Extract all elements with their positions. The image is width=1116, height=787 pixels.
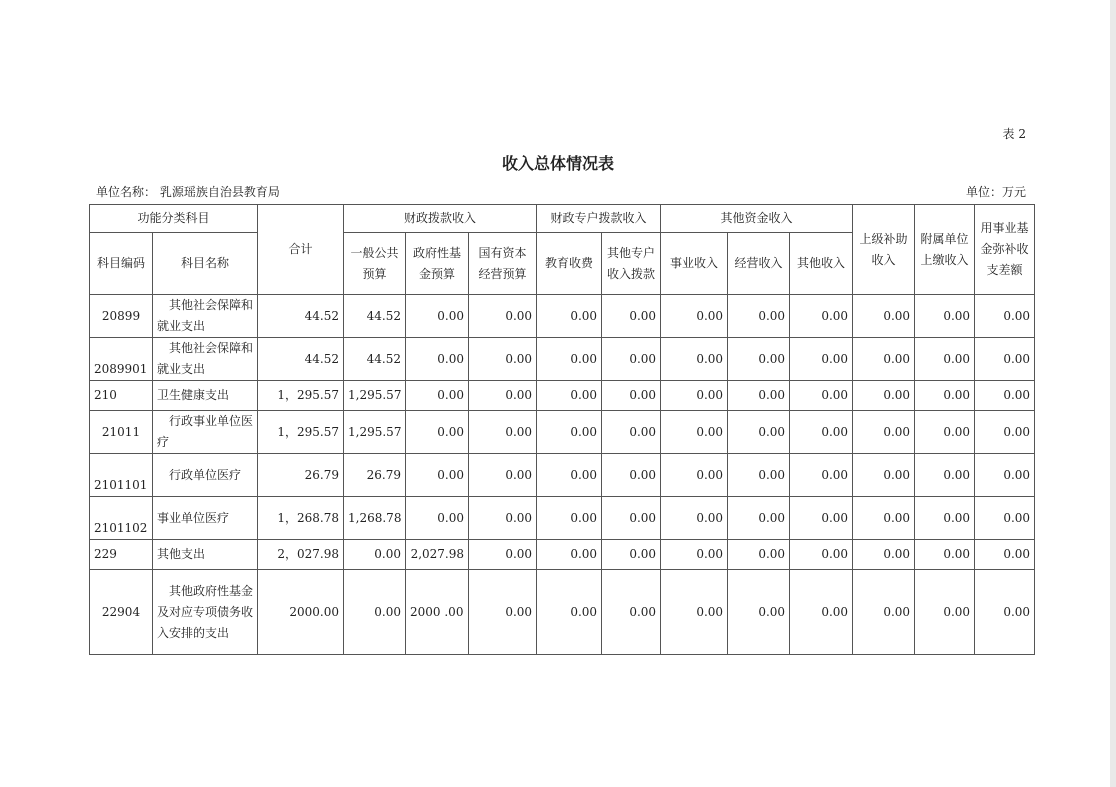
cell-value: 0.00: [469, 381, 537, 411]
cell-name: 其他政府性基金及对应专项债务收入安排的支出: [153, 570, 258, 655]
header-edu-fee: 教育收费: [537, 233, 602, 295]
cell-value: 0.00: [728, 338, 790, 381]
cell-value: 0.00: [602, 540, 661, 570]
cell-code: 229: [90, 540, 153, 570]
cell-value: 0.00: [975, 411, 1035, 454]
header-affiliated: 附属单位上缴收入: [915, 205, 975, 295]
cell-value: 0.00: [602, 338, 661, 381]
table-number: 表 2: [1002, 127, 1026, 141]
cell-value: 0.00: [790, 295, 853, 338]
page-edge-shadow: [1110, 0, 1116, 787]
cell-code: 2101101: [90, 454, 153, 497]
cell-code: 20899: [90, 295, 153, 338]
table-row: [90, 497, 1035, 540]
cell-value: 0.00: [469, 411, 537, 454]
cell-name: 卫生健康支出: [153, 381, 258, 411]
cell-code: 2089901: [90, 338, 153, 381]
cell-value: 0.00: [915, 540, 975, 570]
cell-value: 0.00: [853, 497, 915, 540]
cell-total: 1，295.57: [258, 411, 344, 454]
header-func-class: 功能分类科目: [90, 205, 258, 233]
cell-value: 0.00: [406, 497, 469, 540]
header-general: 一般公共预算: [344, 233, 406, 295]
cell-value: 0.00: [728, 570, 790, 655]
cell-value: 0.00: [915, 411, 975, 454]
cell-value: 26.79: [344, 454, 406, 497]
cell-total: 44.52: [258, 338, 344, 381]
income-table: [89, 204, 1035, 655]
cell-value: 0.00: [661, 411, 728, 454]
cell-value: 0.00: [661, 338, 728, 381]
cell-value: 44.52: [344, 295, 406, 338]
cell-value: 0.00: [975, 497, 1035, 540]
header-code: 科目编码: [90, 233, 153, 295]
cell-value: 0.00: [406, 411, 469, 454]
cell-value: 0.00: [790, 570, 853, 655]
cell-value: 0.00: [728, 295, 790, 338]
cell-value: 0.00: [537, 295, 602, 338]
cell-name: 其他社会保障和就业支出: [153, 295, 258, 338]
cell-value: 0.00: [469, 570, 537, 655]
unit-name: 单位名称： 乳源瑶族自治县教育局: [96, 185, 280, 199]
cell-name: 事业单位医疗: [153, 497, 258, 540]
cell-code: 22904: [90, 570, 153, 655]
cell-value: 0.00: [728, 411, 790, 454]
cell-total: 2000.00: [258, 570, 344, 655]
cell-code: 21011: [90, 411, 153, 454]
cell-total: 44.52: [258, 295, 344, 338]
cell-name: 其他社会保障和就业支出: [153, 338, 258, 381]
cell-value: 0.00: [537, 338, 602, 381]
cell-value: 0.00: [975, 570, 1035, 655]
cell-value: 0.00: [344, 540, 406, 570]
cell-value: 0.00: [790, 338, 853, 381]
table-row: [90, 411, 1035, 454]
cell-value: 0.00: [915, 381, 975, 411]
cell-value: 0.00: [853, 411, 915, 454]
cell-value: 0.00: [602, 570, 661, 655]
header-fiscal: 财政拨款收入: [344, 205, 537, 233]
cell-code: 2101102: [90, 497, 153, 540]
cell-value: 0.00: [975, 540, 1035, 570]
cell-value: 0.00: [975, 381, 1035, 411]
cell-value: 0.00: [853, 295, 915, 338]
cell-value: 0.00: [406, 338, 469, 381]
cell-value: 0.00: [661, 497, 728, 540]
cell-value: 0.00: [790, 411, 853, 454]
cell-total: 1，295.57: [258, 381, 344, 411]
cell-value: 0.00: [469, 454, 537, 497]
header-fund-balance: 用事业基金弥补收支差额: [975, 205, 1035, 295]
cell-value: 0.00: [661, 454, 728, 497]
header-other-income: 其他收入: [790, 233, 853, 295]
cell-value: 0.00: [728, 540, 790, 570]
cell-value: 0.00: [602, 381, 661, 411]
cell-value: 0.00: [469, 540, 537, 570]
cell-value: 0.00: [915, 454, 975, 497]
cell-value: 1,268.78: [344, 497, 406, 540]
cell-code: 210: [90, 381, 153, 411]
cell-value: 0.00: [853, 570, 915, 655]
cell-value: 0.00: [853, 338, 915, 381]
cell-value: 0.00: [661, 381, 728, 411]
cell-value: 0.00: [602, 454, 661, 497]
cell-value: 44.52: [344, 338, 406, 381]
cell-value: 0.00: [469, 295, 537, 338]
cell-value: 0.00: [406, 381, 469, 411]
header-state-capital: 国有资本经营预算: [469, 233, 537, 295]
cell-value: 0.00: [537, 454, 602, 497]
header-gov-fund: 政府性基金预算: [406, 233, 469, 295]
table-row: [90, 540, 1035, 570]
header-total: 合计: [258, 205, 344, 295]
cell-value: 0.00: [915, 295, 975, 338]
cell-value: 0.00: [853, 540, 915, 570]
header-business: 事业收入: [661, 233, 728, 295]
header-operating: 经营收入: [728, 233, 790, 295]
cell-value: 0.00: [915, 497, 975, 540]
cell-value: 0.00: [537, 540, 602, 570]
cell-value: 0.00: [661, 295, 728, 338]
cell-value: 0.00: [728, 381, 790, 411]
cell-value: 2000 .00: [406, 570, 469, 655]
cell-value: 0.00: [790, 540, 853, 570]
cell-value: 2,027.98: [406, 540, 469, 570]
cell-value: 0.00: [406, 454, 469, 497]
cell-name: 其他支出: [153, 540, 258, 570]
cell-value: 0.00: [728, 497, 790, 540]
header-name: 科目名称: [153, 233, 258, 295]
cell-value: 0.00: [915, 338, 975, 381]
cell-value: 1,295.57: [344, 381, 406, 411]
cell-value: 0.00: [537, 497, 602, 540]
header-superior: 上级补助收入: [853, 205, 915, 295]
cell-value: 0.00: [537, 381, 602, 411]
cell-value: 0.00: [602, 295, 661, 338]
cell-name: 行政单位医疗: [153, 454, 258, 497]
cell-value: 0.00: [853, 454, 915, 497]
cell-value: 0.00: [728, 454, 790, 497]
cell-value: 0.00: [853, 381, 915, 411]
header-special: 财政专户拨款收入: [537, 205, 661, 233]
header-other-special: 其他专户收入拨款: [602, 233, 661, 295]
cell-value: 0.00: [344, 570, 406, 655]
table-row: [90, 295, 1035, 338]
cell-value: 0.00: [661, 570, 728, 655]
cell-value: 0.00: [602, 497, 661, 540]
cell-value: 0.00: [537, 411, 602, 454]
cell-total: 26.79: [258, 454, 344, 497]
table-row: [90, 381, 1035, 411]
cell-value: 0.00: [661, 540, 728, 570]
cell-value: 1,295.57: [344, 411, 406, 454]
page-title: 收入总体情况表: [501, 154, 614, 173]
cell-value: 0.00: [790, 497, 853, 540]
table-row: [90, 454, 1035, 497]
cell-value: 0.00: [915, 570, 975, 655]
cell-value: 0.00: [790, 454, 853, 497]
cell-value: 0.00: [406, 295, 469, 338]
cell-value: 0.00: [975, 295, 1035, 338]
table-body: [90, 295, 1035, 655]
cell-value: 0.00: [537, 570, 602, 655]
cell-value: 0.00: [790, 381, 853, 411]
cell-total: 2，027.98: [258, 540, 344, 570]
cell-name: 行政事业单位医疗: [153, 411, 258, 454]
unit-label: 单位：万元: [965, 185, 1026, 199]
table-row: [90, 338, 1035, 381]
table-row: [90, 570, 1035, 655]
cell-value: 0.00: [975, 454, 1035, 497]
cell-value: 0.00: [975, 338, 1035, 381]
cell-value: 0.00: [469, 497, 537, 540]
cell-value: 0.00: [469, 338, 537, 381]
cell-value: 0.00: [602, 411, 661, 454]
cell-total: 1，268.78: [258, 497, 344, 540]
header-other-funds: 其他资金收入: [661, 205, 853, 233]
